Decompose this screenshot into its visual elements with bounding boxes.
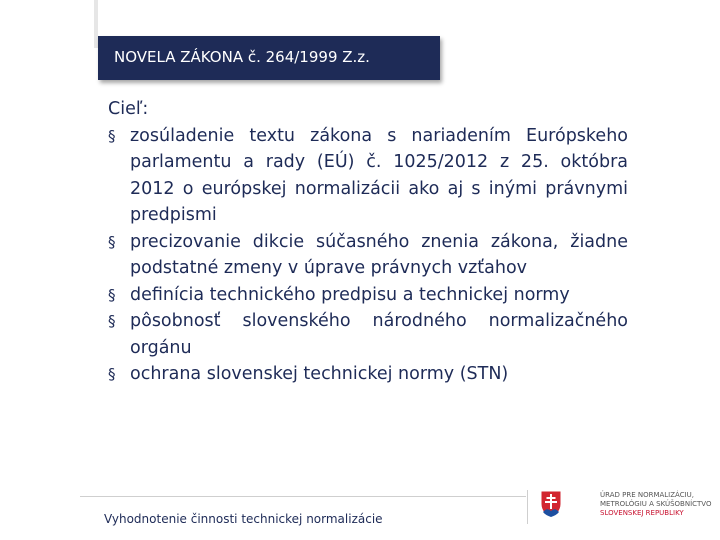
- footer-vertical-divider: [527, 490, 528, 524]
- list-item-text: pôsobnosť slovenského národného normalizačného orgánu: [130, 311, 628, 358]
- logo-line-2: METROLÓGIU A SKÚŠOBNÍCTVO: [600, 500, 712, 508]
- bullet-marker: §: [108, 312, 116, 330]
- bullet-marker: §: [108, 232, 116, 251]
- office-logo: [540, 488, 718, 534]
- logo-line-3: SLOVENSKEJ REPUBLIKY: [600, 509, 684, 517]
- list-item: [108, 308, 628, 361]
- goal-list: [108, 123, 628, 388]
- footer-text: Vyhodnotenie činnosti technickej normalizácie: [104, 512, 383, 526]
- slide-content: [108, 96, 628, 388]
- footer-divider: [80, 496, 526, 497]
- slovak-coat-of-arms-icon: [540, 490, 562, 518]
- bullet-marker: §: [108, 365, 116, 383]
- bullet-marker: §: [108, 285, 116, 304]
- goal-heading: Cieľ:: [108, 99, 149, 119]
- slide-title: NOVELA ZÁKONA č. 264/1999 Z.z.: [114, 48, 370, 66]
- logo-line-1: ÚRAD PRE NORMALIZÁCIU,: [600, 491, 695, 499]
- list-item: [108, 361, 628, 388]
- list-item-text: definícia technického predpisu a technickej normy: [130, 284, 570, 305]
- title-bar: [98, 36, 440, 80]
- list-item: [108, 123, 628, 229]
- list-item: [108, 229, 628, 282]
- list-item: [108, 282, 628, 309]
- list-item-text: ochrana slovenskej technickej normy (STN): [130, 364, 509, 384]
- list-item-text: precizovanie dikcie súčasného znenia zákona, žiadne podstatné zmeny v úprave právnych vzťahov: [130, 231, 628, 278]
- list-item-text: zosúladenie textu zákona s nariadením Európskeho parlamentu a rady (EÚ) č. 1025/2012 z 25. októbra 2012 o európskej normalizácii ako aj s inými právnymi predpismi: [130, 125, 628, 225]
- bullet-marker: §: [108, 126, 116, 145]
